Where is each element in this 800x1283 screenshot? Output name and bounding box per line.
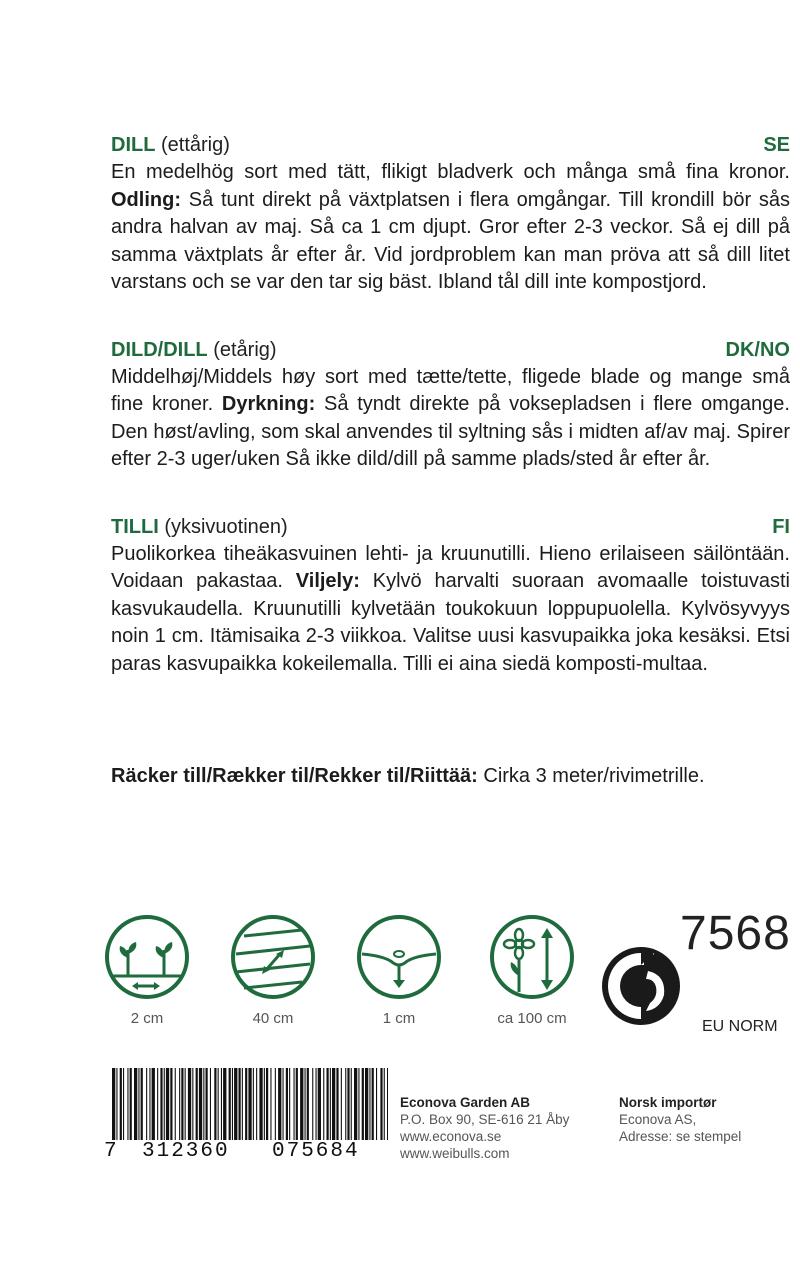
barcode-bar: [289, 1068, 290, 1144]
barcode-bar: [234, 1068, 237, 1144]
section-keyword: Viljely:: [295, 570, 360, 592]
barcode-bar: [141, 1068, 143, 1144]
barcode-bar: [362, 1068, 364, 1144]
company-name: Econova Garden AB: [400, 1095, 531, 1110]
barcode-bar: [179, 1068, 180, 1144]
barcode-bar: [278, 1068, 281, 1144]
barcode-bar: [239, 1068, 241, 1144]
barcode-bar: [336, 1068, 338, 1144]
barcode-bar: [188, 1068, 191, 1144]
barcode-bar: [130, 1068, 132, 1144]
coverage-label: Räcker till/Rækker til/Rekker til/Riittää:: [111, 765, 478, 787]
barcode-bar: [127, 1068, 128, 1144]
section-title: TILLI: [111, 515, 159, 538]
section-text: Puolikorkea tiheäkasvuinen lehti- ja kruunutilli. Hieno erilaiseen säilöntään. Voidaan pakastaa.: [111, 542, 790, 592]
section-country-code: SE: [763, 134, 790, 156]
company-website: www.econova.se: [400, 1129, 502, 1144]
coverage-value: Cirka 3 meter/rivimetrille.: [477, 765, 705, 787]
section-body: [111, 364, 790, 474]
barcode-bar: [296, 1068, 298, 1144]
section-heading: [111, 336, 790, 364]
icon-caption: 2 cm: [130, 1010, 164, 1027]
section-subtitle: (yksivuotinen): [164, 515, 288, 538]
barcode-bar: [307, 1068, 309, 1144]
company-info: [400, 1094, 569, 1162]
barcode-bar: [332, 1068, 335, 1144]
barcode-bar: [347, 1068, 349, 1144]
barcode-bar: [341, 1068, 342, 1144]
section-body: [111, 159, 790, 297]
row-spacing-icon: [230, 914, 316, 1000]
barcode-bar: [316, 1068, 317, 1144]
barcode-bar: [372, 1068, 374, 1144]
section-title: DILD/DILL: [111, 338, 208, 361]
barcode-bar: [181, 1068, 183, 1144]
section-country-code: FI: [772, 515, 790, 538]
barcode-bar: [312, 1068, 313, 1144]
section-title-group: [111, 131, 230, 159]
barcode-bar: [175, 1068, 176, 1144]
section-text: Middelhøj/Middels høy sort med tætte/tette, fligede blade og mange små fine kroner.: [111, 365, 790, 415]
barcode-bar: [149, 1068, 150, 1144]
barcode-bar: [138, 1068, 139, 1144]
icon-plant-height: [482, 914, 582, 1027]
barcode-bar: [330, 1068, 331, 1144]
barcode-bar: [365, 1068, 368, 1144]
barcode-bar: [166, 1068, 169, 1144]
barcode-bar: [218, 1068, 219, 1144]
barcode-bar: [351, 1068, 352, 1144]
barcode-bar: [214, 1068, 216, 1144]
barcode-bar: [369, 1068, 370, 1144]
barcode-bar: [305, 1068, 306, 1144]
importer-title: Norsk importør: [619, 1095, 717, 1110]
icon-row-spacing: [230, 914, 316, 1027]
barcode-bar: [259, 1068, 262, 1144]
barcode-bar: [266, 1068, 268, 1144]
barcode-bar: [134, 1068, 137, 1144]
barcode-bar: [160, 1068, 162, 1144]
company-website-2: www.weibulls.com: [400, 1146, 510, 1161]
section-se: [111, 131, 790, 297]
section-text: En medelhög sort med tätt, flikigt bladverk och många små fina kronor.: [111, 161, 790, 183]
section-text: Så tyndt direkte på voksepladsen i flere omgange. Den høst/avling, som skal anvendes til syltning sås i midten af/av maj. Spirer efter 2-3 uger/uken Så ikke dild/dill på samme plads/sted år efter år.: [111, 393, 790, 470]
barcode-bar: [229, 1068, 231, 1144]
section-dk-no: [111, 336, 790, 474]
section-heading: [111, 131, 790, 159]
icon-plant-spacing: [104, 914, 190, 1027]
barcode-bar: [192, 1068, 193, 1144]
section-body: [111, 541, 790, 679]
barcode-bar: [120, 1068, 122, 1144]
barcode-bar: [199, 1068, 202, 1144]
section-title-group: [111, 336, 277, 364]
barcode-bar: [283, 1068, 284, 1144]
section-title-group: [111, 513, 288, 541]
barcode-bar: [327, 1068, 329, 1144]
barcode-digits-right: 075684: [264, 1140, 394, 1163]
barcode-bar: [264, 1068, 265, 1144]
plant-height-icon: [482, 914, 582, 1000]
section-title: DILL: [111, 134, 156, 156]
barcode-bar: [146, 1068, 147, 1144]
barcode-bar: [256, 1068, 257, 1144]
barcode-bar: [203, 1068, 204, 1144]
section-fi: [111, 513, 790, 679]
barcode-bar: [232, 1068, 233, 1144]
barcode-bar: [270, 1068, 271, 1144]
barcode-bar: [275, 1068, 276, 1144]
barcode-bar: [242, 1068, 243, 1144]
barcode-bar: [185, 1068, 186, 1144]
importer-name: Econova AS,: [619, 1112, 697, 1127]
barcode-bar: [221, 1068, 222, 1144]
section-heading: [111, 513, 790, 541]
section-keyword: Odling:: [111, 188, 181, 211]
barcode-bar: [157, 1068, 158, 1144]
barcode-bar: [345, 1068, 346, 1144]
plant-spacing-icon: [104, 914, 190, 1000]
barcode-bar: [354, 1068, 357, 1144]
barcode-bar: [152, 1068, 155, 1144]
eu-norm-label: EU NORM: [702, 1018, 778, 1035]
section-country-code: DK/NO: [725, 338, 790, 361]
icon-sowing-depth: [356, 914, 442, 1027]
section-subtitle: (ettårig): [161, 134, 230, 156]
section-text: Så tunt direkt på växtplatsen i flera omgångar. Till krondill bör sås andra halvan av maj. Så ca 1 cm djupt. Gror efter 2-3 veckor. Så ej dill på samma växtplats år efter år. Vid jordproblem kan man pröva att så dill litet varstans och se var den tar sig bäst. Ibland tål dill inte kompostjord.: [111, 188, 790, 293]
sowing-depth-icon: [356, 914, 442, 1000]
barcode-digit-prefix: 7: [104, 1140, 130, 1163]
section-text: Kylvö harvalti suoraan avomaalle toistuvasti kasvukaudella. Kruunutilli kylvetään toukokuun loppupuolella. Kylvösyvyys noin 1 cm. Itämisaika 2-3 viikkoa. Valitse uusi kasvupaikka joka kesäksi. Etsi paras kasvupaikka kokeilemalla. Tilli ei aina siedä komposti-multaa.: [111, 570, 791, 675]
icon-caption: 1 cm: [382, 1010, 416, 1027]
importer-info: [619, 1094, 741, 1145]
barcode-digits-left: 312360: [130, 1140, 264, 1163]
barcode-bar: [206, 1068, 208, 1144]
coverage-line: [111, 762, 705, 790]
barcode-bar: [286, 1068, 288, 1144]
importer-address: Adresse: se stempel: [619, 1129, 742, 1144]
barcode-bar: [294, 1068, 295, 1144]
barcode-bar: [318, 1068, 321, 1144]
sowing-icons: [104, 914, 582, 1027]
icon-caption: 40 cm: [252, 1010, 294, 1027]
barcode-bar: [300, 1068, 303, 1144]
barcode-bar: [123, 1068, 124, 1144]
green-dot-recycling-icon: [600, 945, 682, 1032]
instructions: [111, 131, 790, 717]
barcode-bar: [164, 1068, 165, 1144]
section-subtitle: (etårig): [213, 338, 277, 361]
section-keyword: Dyrkning:: [221, 393, 316, 415]
barcode-bar: [376, 1068, 377, 1144]
barcode-bar: [358, 1068, 359, 1144]
barcode-bar: [170, 1068, 172, 1144]
company-address: P.O. Box 90, SE-616 21 Åby: [400, 1112, 570, 1127]
barcode-bar: [210, 1068, 211, 1144]
barcode-bar: [196, 1068, 198, 1144]
barcode-bar: [323, 1068, 324, 1144]
barcode-bar: [223, 1068, 226, 1144]
article-number: 7568: [680, 907, 791, 960]
icon-caption: ca 100 cm: [497, 1010, 567, 1027]
barcode-digits: [104, 1140, 394, 1163]
